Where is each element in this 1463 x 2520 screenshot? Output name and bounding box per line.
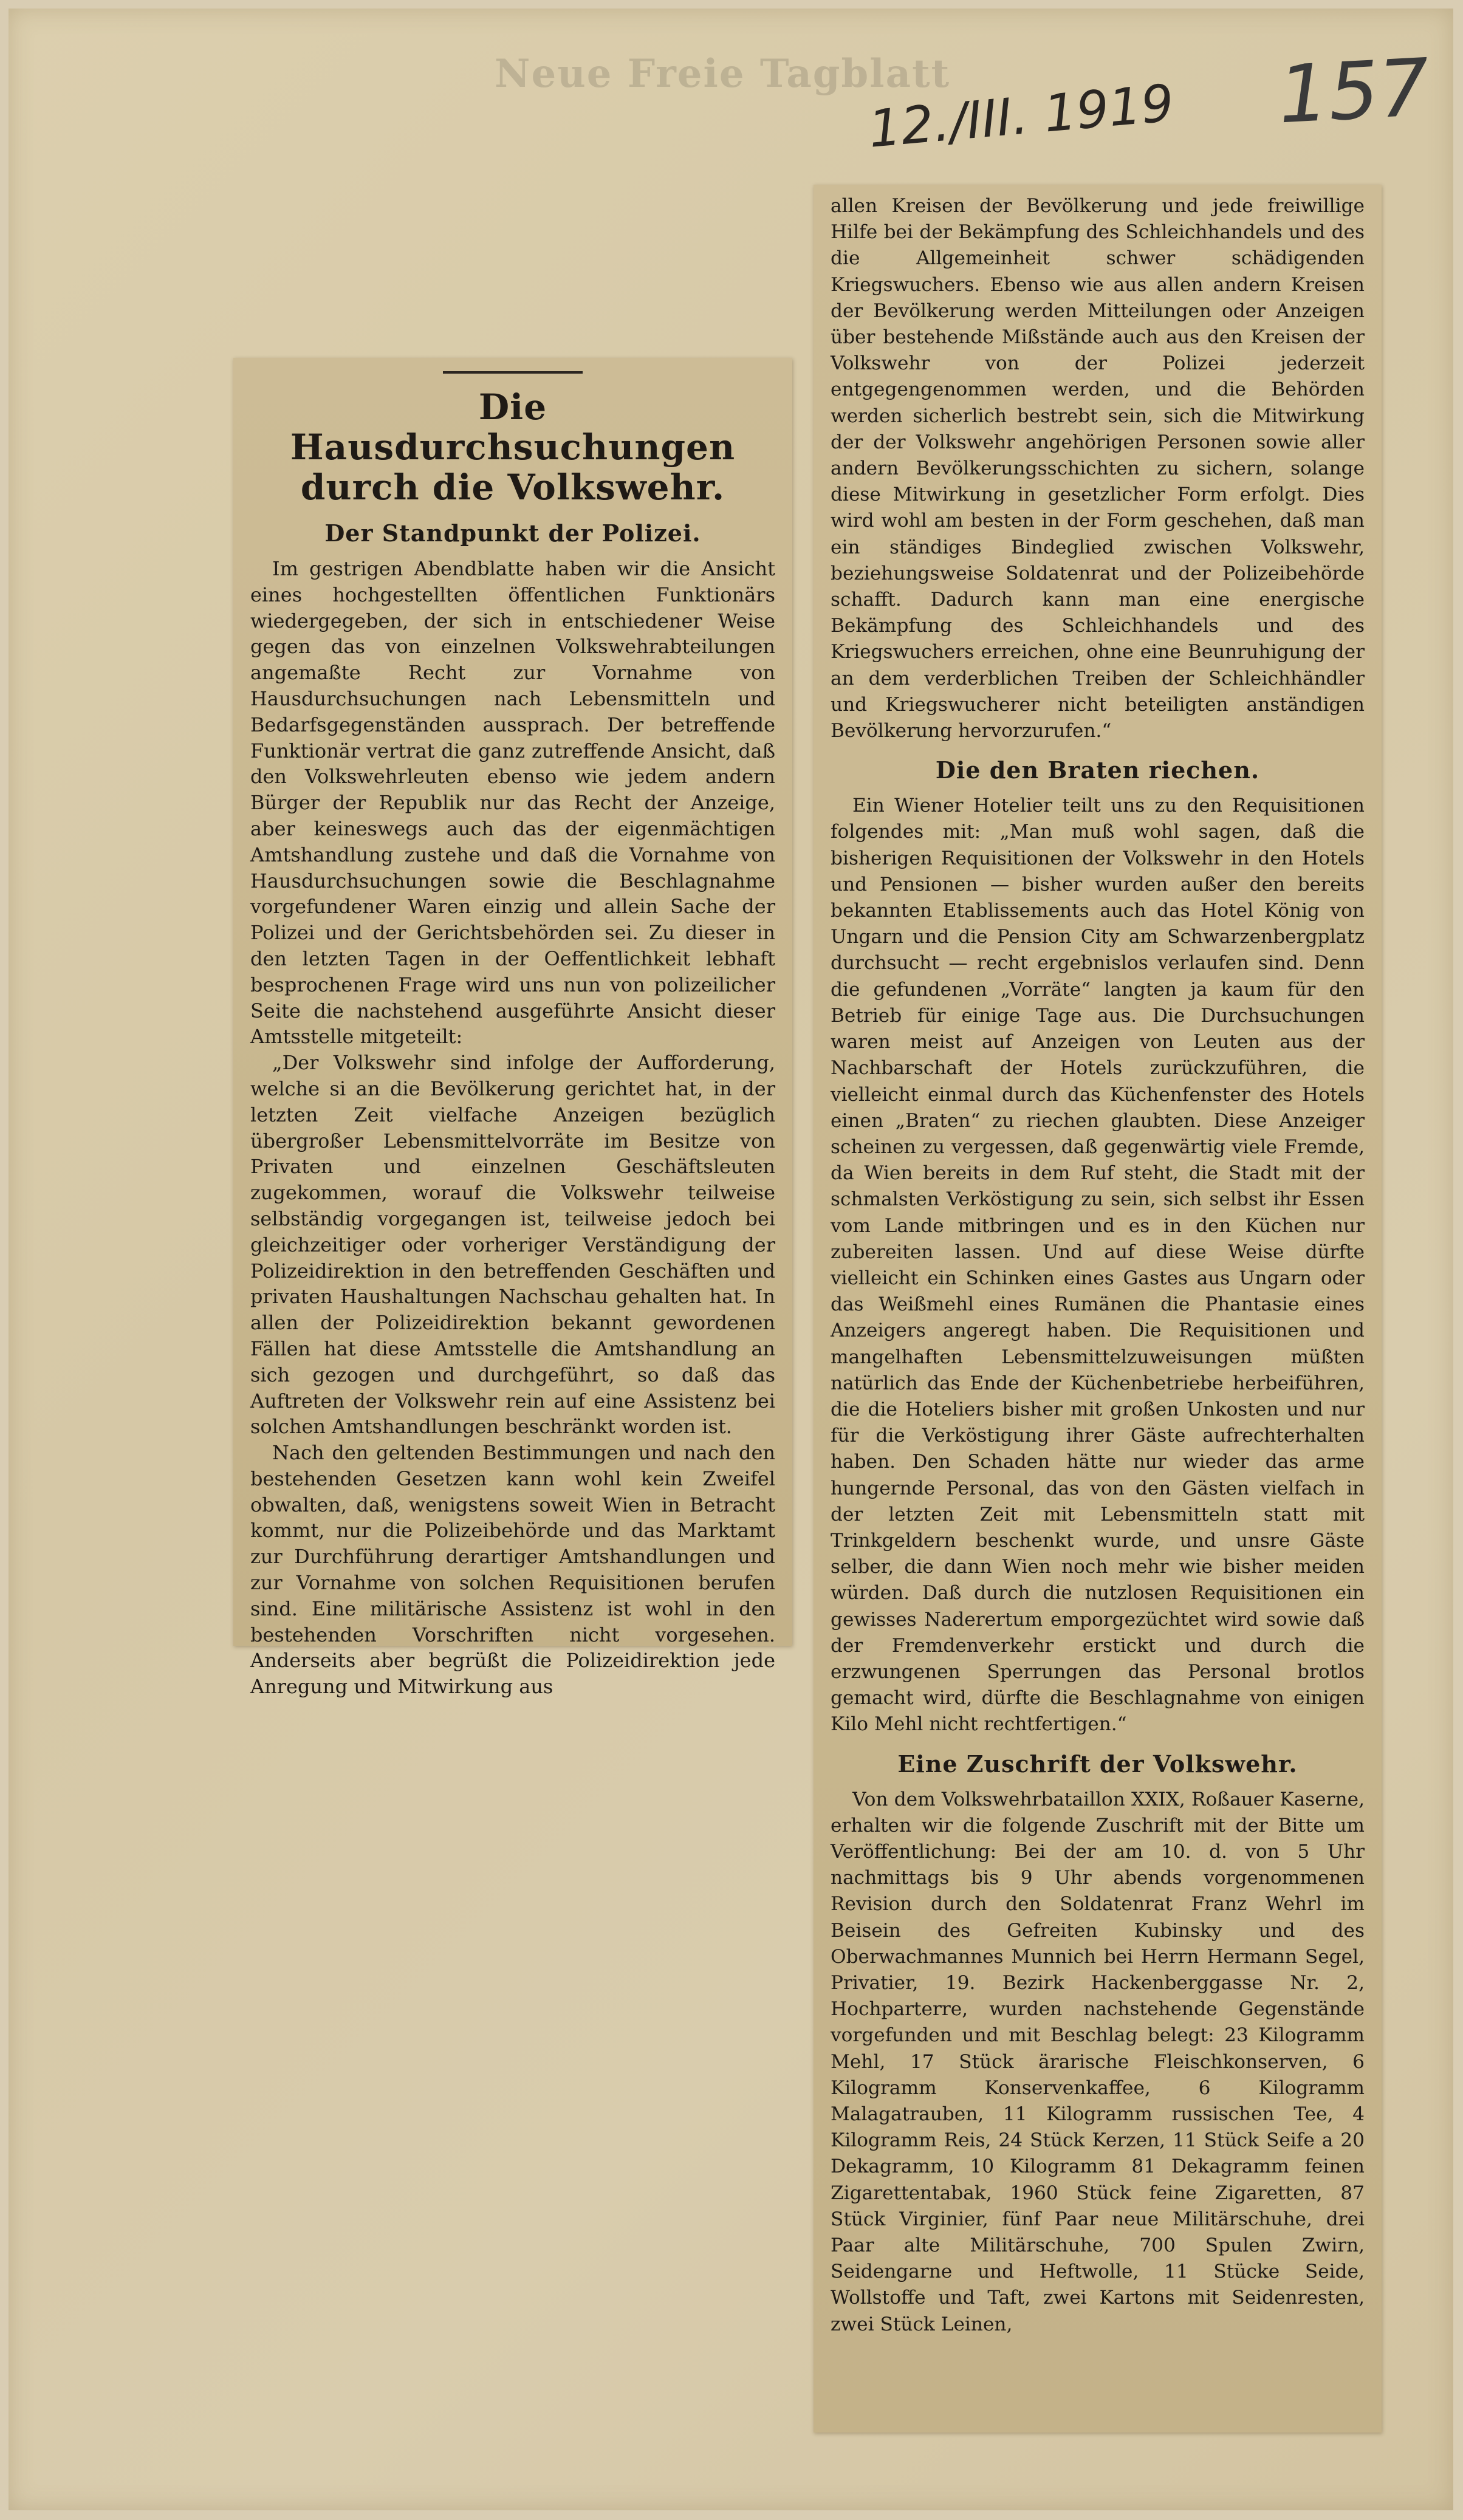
article-paragraph: Nach den geltenden Bestimmungen und nach den bestehenden Gesetzen kann wohl kein Zweifel obwalten, daß, wenigstens soweit Wien in Betracht kommt, nur die Polizeibehörde und das Marktamt zur Durchführung derartiger Amtshandlungen und zur Vornahme von solchen Requisitionen berufen sind. Eine militärische Assistenz ist wohl in den bestehenden Vorschriften nicht vorgesehen. Anderseits aber begrüßt die Polizeidirektion jede Anregung und Mitwirkung aus — [250, 1441, 775, 1699]
article-paragraph: „Der Volkswehr sind infolge der Aufforderung, welche si an die Bevölkerung gerichtet hat, in der letzten Zeit vielfache Anzeigen bezüglich übergroßer Lebensmittelvorräte im Besitze von Privaten und einzelnen Geschäftsleuten zugekommen, worauf die Volkswehr teilweise selbständig vorgegangen ist, teilweise jedoch bei gleichzeitiger oder vorheriger Verständigung der Polizeidirektion in den betreffenden Geschäften und privaten Haushaltungen Nachschau gehalten hat. In allen der Polizeidirektion bekannt gewordenen Fällen hat diese Amtsstelle die Amtshandlung an sich gezogen und durchgeführt, so daß das Auftreten der Volkswehr rein auf eine Assistenz bei solchen Amtshandlungen beschränkt worden ist. — [250, 1051, 775, 1439]
article-subhead: Der Standpunkt der Polizei. — [324, 519, 701, 547]
article-headline: Die Hausdurchsuchungen durch die Volkswehr. — [290, 386, 736, 508]
article-paragraph: Ein Wiener Hotelier teilt uns zu den Requisitionen folgendes mit: „Man muß wohl sagen, daß die bisherigen Requisitionen der Volkswehr in den Hotels und Pensionen — bisher wurden außer den bereits bekannten Etablissements auch das Hotel König von Ungarn und die Pension City am Schwarzenbergplatz durchsucht — recht ergebnislos verlaufen sind. Denn die gefundenen „Vorräte“ langten ja kaum für den Betrieb für einige Tage aus. Die Durchsuchungen waren meist auf Anzeigen von Leuten aus der Nachbarschaft der Hotels zurückzuführen, die vielleicht einmal durch das Küchenfenster des Hotels einen „Braten“ zu riechen glaubten. Diese Anzeiger scheinen zu vergessen, daß gegenwärtig viele Fremde, da Wien bereits in dem Ruf steht, die Stadt mit der schmalsten Verköstigung zu sein, sich selbst ihr Essen vom Lande mitbringen und es in den Küchen nur zubereiten lassen. Und auf diese Weise dürfte vielleicht ein Schinken eines Gastes aus Ungarn oder das Weißmehl eines Rumänen die Phantasie eines Anzeigers angeregt haben. Die Requisitionen und mangelhaften Lebensmittelzuweisungen müßten natürlich das Ende der Küchenbetriebe herbeiführen, die die Hoteliers bisher mit großen Unkosten und nur für die Verköstigung ihrer Gäste aufrechterhalten haben. Den Schaden hätte nur wieder das arme hungernde Personal, das von den Gästen vielfach in der letzten Zeit mit Lebensmitteln statt mit Trinkgeldern beschenkt wurde, und unsre Gäste selber, die dann Wien noch mehr wie bisher meiden würden. Daß durch die nutzlosen Requisitionen ein gewisses Naderertum emporgezüchtet wird sowie daß der Fremdenverkehr erstickt und durch die erzwungenen Sperrungen das Personal brotlos gemacht wird, dürfte die Beschlagnahme von einigen Kilo Mehl nicht rechtfertigen.“ — [831, 795, 1365, 1736]
article-paragraph: Im gestrigen Abendblatte haben wir die Ansicht eines hochgestellten öffentlichen Funktionärs wiedergegeben, der sich in entschiedener Weise gegen das von einzelnen Volkswehrabteilungen angemaßte Recht zur Vornahme von Hausdurchsuchungen nach Lebensmitteln und Bedarfsgegenständen aussprach. Der betreffende Funktionär vertrat die ganz zutreffende Ansicht, daß den Volkswehrleuten ebenso wie jedem andern Bürger der Republik nur das Recht der Anzeige, aber keineswegs auch das der eigenmächtigen Amtshandlung zustehe und daß die Vornahme von Hausdurchsuchungen sowie die Beschlagnahme vorgefundener Waren einzig und allein Sache der Polizei und der Gerichtsbehörden sei. Zu dieser in den letzten Tagen in der Oeffentlichkeit lebhaft besprochenen Frage wird uns nun von polizeilicher Seite die nachstehend ausgeführte Ansicht dieser Amtsstelle mitgeteilt: — [250, 557, 775, 1049]
clipping-right-content — [831, 185, 1365, 2433]
divider-rule — [443, 371, 583, 374]
article-paragraph: Von dem Volkswehrbataillon XXIX, Roßauer Kaserne, erhalten wir die folgende Zuschrift mit der Bitte um Veröffentlichung: Bei der am 10. d. von 5 Uhr nachmittags bis 9 Uhr abends vorgenommenen Revision durch den Soldatenrat Franz Wehrl im Beisein des Gefreiten Kubinsky und des Oberwachmannes Munnich bei Herrn Hermann Segel, Privatier, 19. Bezirk Hackenberggasse Nr. 2, Hochparterre, wurden nachstehende Gegenstände vorgefunden und mit Beschlag belegt: 23 Kilogramm Mehl, 17 Stück ärarische Fleischkonserven, 6 Kilogramm Konservenkaffee, 6 Kilogramm Malagatrauben, 11 Kilogramm russischen Tee, 4 Kilogramm Reis, 24 Stück Kerzen, 11 Stück Seife a 20 Dekagramm, 10 Kilogramm 81 Dekagramm feinen Zigarettentabak, 1960 Stück feine Zigaretten, 87 Stück Virginier, fünf Paar neue Militärschuhe, drei Paar alte Militärschuhe, 700 Spulen Zwirn, Seidengarne und Heftwolle, 11 Stücke Seide, Wollstoffe und Taft, zwei Kartons mit Seidenresten, zwei Stück Leinen, — [831, 1788, 1365, 2335]
handwritten-page-number: 157 — [1276, 41, 1431, 142]
clipping-left — [233, 358, 792, 1699]
archival-page — [9, 9, 1453, 2510]
handwritten-date: 12./III. 1919 — [866, 73, 1176, 159]
section-subhead-zuschrift: Eine Zuschrift der Volkswehr. — [897, 1750, 1298, 1778]
clipping-left-content — [250, 358, 775, 1699]
article-paragraph: allen Kreisen der Bevölkerung und jede freiwillige Hilfe bei der Bekämpfung des Schleichhandels und des die Allgemeinheit schwer schädigenden Kriegswuchers. Ebenso wie aus allen andern Kreisen der Bevölkerung werden Mitteilungen oder Anzeigen über bestehende Mißstände auch aus den Kreisen der Volkswehr von der Polizei jederzeit entgegengenommen werden, und die Behörden werden sicherlich bestrebt sein, sich die Mitwirkung der der Volkswehr angehörigen Personen sowie aller andern Bevölkerungsschichten zu sichern, solange diese Mitwirkung in gesetzlicher Form erfolgt. Dies wird wohl am besten in der Form geschehen, daß man ein ständiges Bindeglied zwischen Volkswehr, beziehungsweise Soldatenrat und der Polizeibehörde schafft. Dadurch kann man eine energische Bekämpfung des Schleichhandels und des Kriegswuchers erreichen, ohne eine Beunruhigung der an dem verderblichen Treiben der Schleichhändler und Kriegswucherer nicht beteiligten anständigen Bevölkerung hervorzurufen.“ — [831, 195, 1365, 742]
section-subhead-braten: Die den Braten riechen. — [935, 756, 1260, 784]
clipping-right — [814, 185, 1382, 2433]
newspaper-masthead: Neue Freie Tagblatt — [495, 51, 951, 97]
